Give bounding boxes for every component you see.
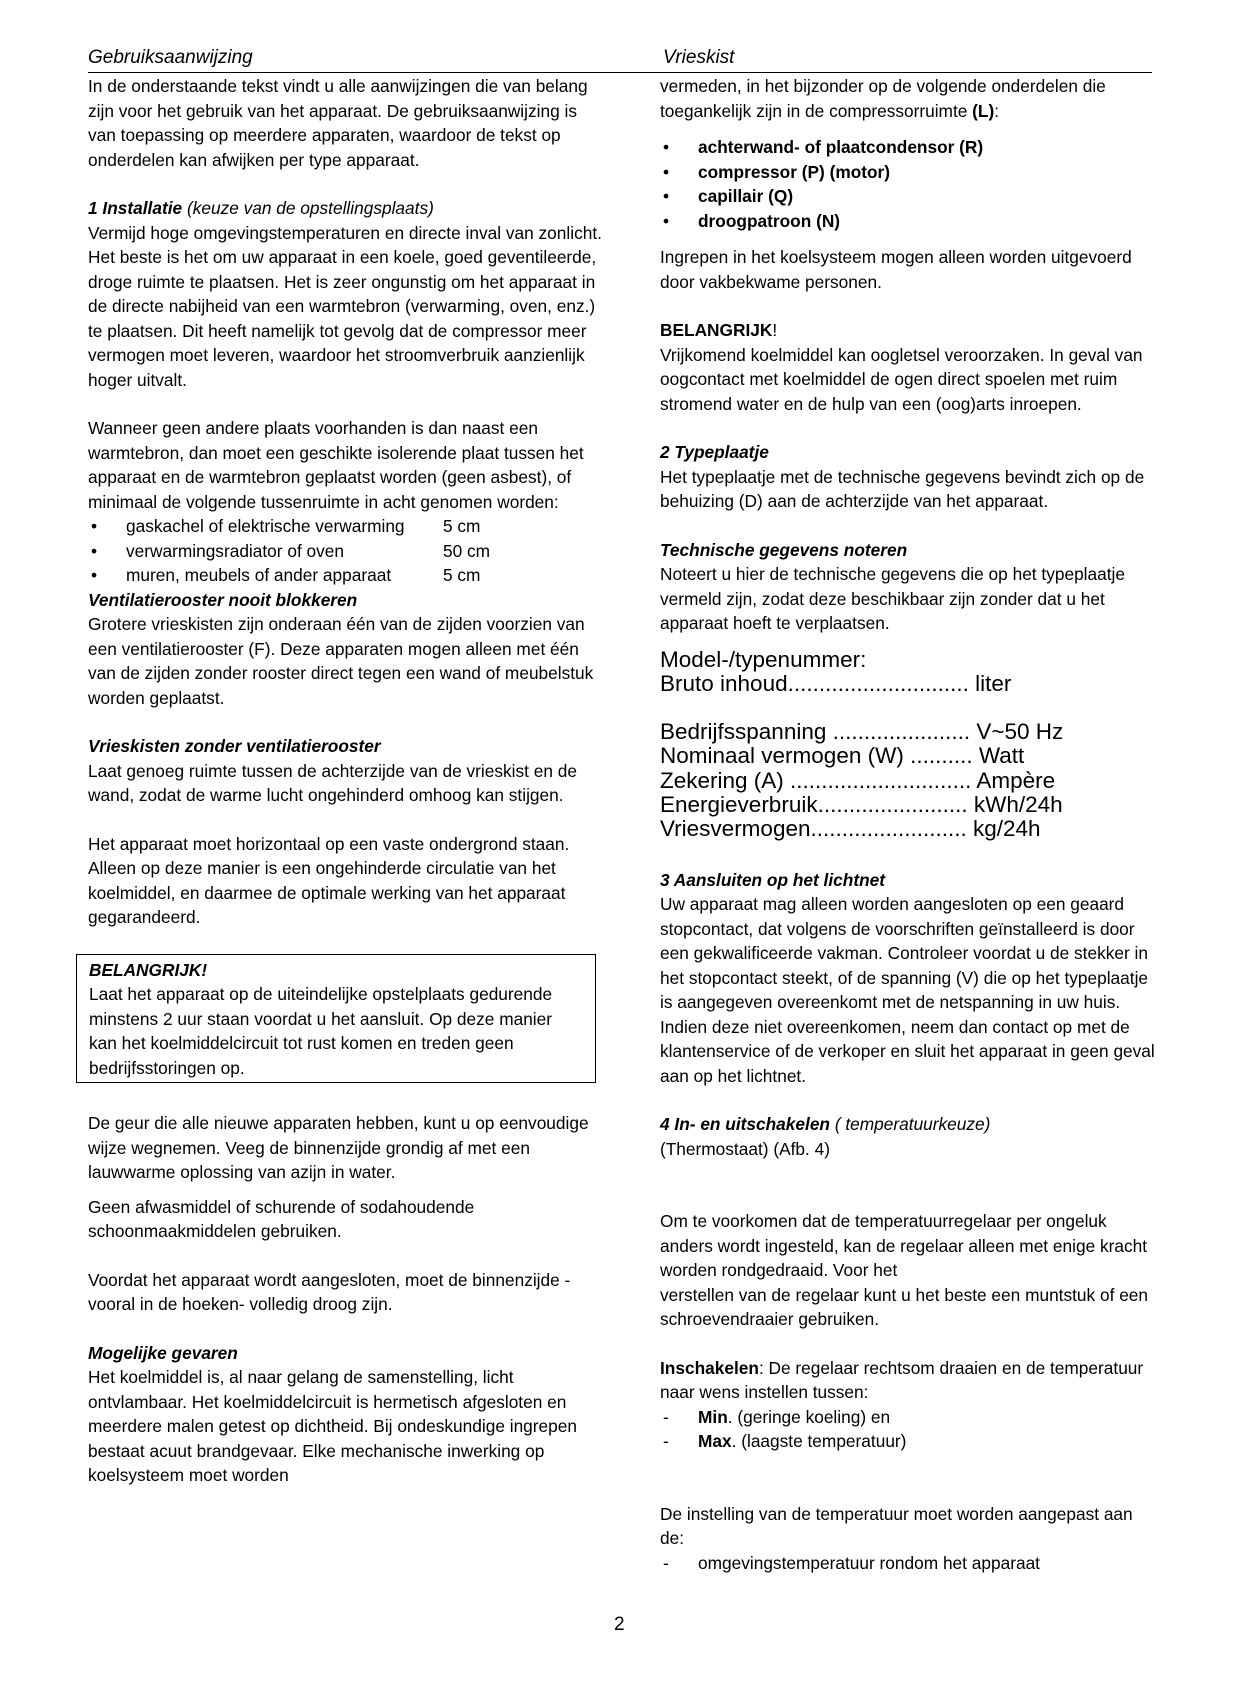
smell-paragraph: De geur die alle nieuwe apparaten hebben, kunt u op eenvoudige wijze wegnemen. Veeg de binnenzijde grondig af met een lauwwarme oplossing van azijn in water.	[88, 1113, 589, 1182]
danger-heading: Mogelijke gevaren	[88, 1342, 238, 1363]
list-item	[660, 1405, 1160, 1430]
list-item	[88, 514, 608, 539]
continuation-end: :	[994, 100, 1000, 121]
dry-paragraph: Voordat het apparaat wordt aangesloten, moet de binnenzijde -vooral in de hoeken- volledig droog zijn.	[88, 1269, 571, 1314]
right-column	[660, 74, 1160, 1575]
tech-heading: Technische gegevens noteren	[660, 539, 908, 560]
list-item	[88, 563, 608, 588]
switch-title: 4 In- en uitschakelen	[660, 1114, 830, 1135]
warning-title: BELANGRIJK!	[89, 959, 208, 980]
tech-row: Bruto inhoud............................. liter	[660, 670, 1012, 696]
switch-heading	[660, 1112, 1160, 1137]
vent-paragraph: Grotere vrieskisten zijn onderaan één van de zijden voorzien van een ventilatierooster (F). Deze apparaten mogen alleen met één van de zijden zonder rooster direct tegen een wand of meubelstuk worden geplaatst.	[88, 614, 594, 708]
install-paragraph-2: Wanneer geen andere plaats voorhanden is dan naast een warmtebron, dan moet een geschikte isolerende plaat tussen het apparaat en de warmtebron geplaatst worden (geen asbest), of minimaal de volgende tussenruimte in acht genomen worden:	[88, 418, 584, 512]
install-subtitle: (keuze van de opstellingsplaats)	[186, 198, 434, 218]
distance-label: verwarmingsradiator of oven	[126, 540, 345, 561]
tech-row: Vriesvermogen......................... kg/24h	[660, 816, 1041, 842]
experts-paragraph: Ingrepen in het koelsysteem mogen alleen worden uitgevoerd door vakbekwame personen.	[660, 247, 1132, 292]
continuation-text: vermeden, in het bijzonder op de volgende onderdelen die toegankelijk zijn in de compressorruimte	[660, 76, 1106, 121]
tech-paragraph: Noteert u hier de technische gegevens die op het typeplaatje vermeld zijn, zodat deze beschikbaar zijn zonder dat u het apparaat hoeft te verplaatsen.	[660, 564, 1125, 633]
tech-row: Nominaal vermogen (W) .......... Watt	[660, 743, 1025, 769]
setting-text: . (laagste temperatuur)	[731, 1431, 907, 1452]
list-item	[660, 160, 1160, 185]
danger-paragraph: Het koelmiddel is, al naar gelang de samenstelling, licht ontvlambaar. Het koelmiddelcircuit is hermetisch afgesloten en meerdere malen getest op dichtheid. Bij ondeskundige ingrepen bestaat acuut brandgevaar. Elke mechanische inwerking op koelsysteem moet worden	[88, 1367, 577, 1485]
setting-bold: Min	[698, 1406, 728, 1427]
tech-row: Zekering (A) ............................. Ampère	[660, 767, 1056, 793]
distance-list	[88, 514, 608, 588]
install-title: 1 Installatie	[88, 198, 183, 218]
parts-list	[660, 135, 1160, 233]
setting-text: . (geringe koeling) en	[727, 1406, 891, 1427]
header-right: Vrieskist	[663, 47, 735, 68]
intro-paragraph: In de onderstaande tekst vindt u alle aanwijzingen die van belang zijn voor het gebruik van het apparaat. De gebruiksaanwijzing is van toepassing op meerdere apparaten, waardoor de tekst op onderdelen kan afwijken per type apparaat.	[88, 76, 588, 170]
typeplate-heading: 2 Typeplaatje	[660, 442, 769, 462]
switch-on-label: Inschakelen	[660, 1357, 759, 1378]
switch-on-paragraph	[660, 1356, 1160, 1405]
page-number: 2	[614, 1614, 625, 1635]
list-item	[660, 135, 1160, 160]
distance-label: gaskachel of elektrische verwarming	[126, 516, 405, 536]
tech-row: Energieverbruik........................ kWh/24h	[660, 791, 1063, 817]
switch-subtitle: ( temperatuurkeuze)	[834, 1114, 991, 1135]
detergent-paragraph: Geen afwasmiddel of schurende of sodahoudende schoonmaakmiddelen gebruiken.	[88, 1196, 475, 1241]
list-item: - omgevingstemperatuur rondom het apparaat	[660, 1551, 1160, 1576]
list-item	[88, 539, 608, 564]
list-item	[660, 1429, 1160, 1454]
switch-reference: (Thermostaat) (Afb. 4)	[660, 1138, 830, 1159]
horizontal-paragraph: Het apparaat moet horizontaal op een vaste ondergrond staan. Alleen op deze manier is een ongehinderde circulatie van het koelmiddel, en daarmee de optimale werking van het apparaat gegarandeerd.	[88, 833, 570, 927]
distance-value: 50 cm	[443, 540, 491, 561]
adjust-list	[660, 1551, 1160, 1576]
regulator-paragraph-1: Om te voorkomen dat de temperatuurregelaar per ongeluk anders wordt ingesteld, kan de regelaar alleen met enige kracht worden rondgedraaid. Voor het	[660, 1211, 1148, 1281]
important-paragraph: Vrijkomend koelmiddel kan oogletsel veroorzaken. In geval van oogcontact met koelmiddel de ogen direct spoelen met ruim stromend water en de hulp van een (oog)arts inroepen.	[660, 344, 1143, 414]
typeplate-paragraph: Het typeplaatje met de technische gegevens bevindt zich op de behuizing (D) aan de achterzijde van het apparaat.	[660, 466, 1145, 511]
connect-heading: 3 Aansluiten op het lichtnet	[660, 869, 885, 890]
continuation-paragraph	[660, 74, 1160, 123]
novent-paragraph: Laat genoeg ruimte tussen de achterzijde van de vrieskist en de wand, zodat de warme lucht ongehinderd omhoog kan stijgen.	[88, 760, 577, 805]
install-paragraph-1: Vermijd hoge omgevingstemperaturen en directe inval van zonlicht. Het beste is het om uw apparaat in een koele, goed geventileerde, droge ruimte te plaatsen. Het is zeer ongunstig om het apparaat in de directe nabijheid van een warmtebron (verwarming, oven, enz.) te plaatsen. Dit heeft namelijk tot gevolg dat de compressor meer vermogen moet leveren, waardoor het stroomverbruik aanzienlijk hoger uitvalt.	[88, 222, 602, 390]
novent-heading: Vrieskisten zonder ventilatierooster	[88, 736, 381, 756]
part-label: capillair (Q)	[698, 186, 794, 206]
distance-label: muren, meubels of ander apparaat	[126, 565, 392, 585]
adjust-paragraph: De instelling van de temperatuur moet worden aangepast aan de:	[660, 1503, 1133, 1549]
setting-bold: Max	[698, 1431, 732, 1452]
list-item	[660, 184, 1160, 209]
important-excl: !	[772, 320, 778, 340]
important-title: BELANGRIJK	[660, 320, 773, 340]
continuation-bold: (L)	[972, 100, 995, 121]
tech-model-row: Model-/typenummer:	[660, 646, 867, 672]
warning-box	[76, 954, 596, 1084]
regulator-paragraph-2: verstellen van de regelaar kunt u het beste een muntstuk of een schroevendraaier gebruiken.	[660, 1284, 1149, 1330]
distance-value: 5 cm	[443, 516, 481, 536]
tech-row: Bedrijfsspanning ...................... V~50 Hz	[660, 719, 1064, 745]
install-heading	[88, 196, 608, 221]
part-label: droogpatroon (N)	[698, 210, 841, 231]
vent-heading: Ventilatierooster nooit blokkeren	[88, 589, 358, 610]
settings-list	[660, 1405, 1160, 1454]
list-item	[660, 209, 1160, 234]
header-rule	[88, 72, 1152, 73]
switch-on-text: : De regelaar rechtsom draaien en de temperatuur naar wens instellen tussen:	[660, 1357, 1144, 1403]
connect-paragraph: Uw apparaat mag alleen worden aangesloten op een geaard stopcontact, dat volgens de voorschriften geïnstalleerd is door een gekwalificeerde vakman. Controleer voordat u de stekker in het stopcontact steekt, of de spanning (V) die op het typeplaatje is aangegeven overeenkomt met de netspanning in uw huis. Indien deze niet overeenkomen, neem dan contact op met de klantenservice of de verkoper en sluit het apparaat in geen geval aan op het lichtnet.	[660, 894, 1155, 1086]
important-heading	[660, 318, 1160, 343]
header-left: Gebruiksaanwijzing	[88, 47, 253, 68]
left-column	[88, 74, 608, 1488]
part-label: compressor (P) (motor)	[698, 161, 891, 182]
warning-text: Laat het apparaat op de uiteindelijke opstelplaats gedurende minstens 2 uur staan voordat u het aansluit. Op deze manier kan het koelmiddelcircuit tot rust komen en treden geen bedrijfsstoringen op.	[89, 984, 553, 1078]
distance-value: 5 cm	[443, 565, 481, 585]
tech-fields	[660, 648, 1160, 842]
part-label: achterwand- of plaatcondensor (R)	[698, 137, 984, 157]
